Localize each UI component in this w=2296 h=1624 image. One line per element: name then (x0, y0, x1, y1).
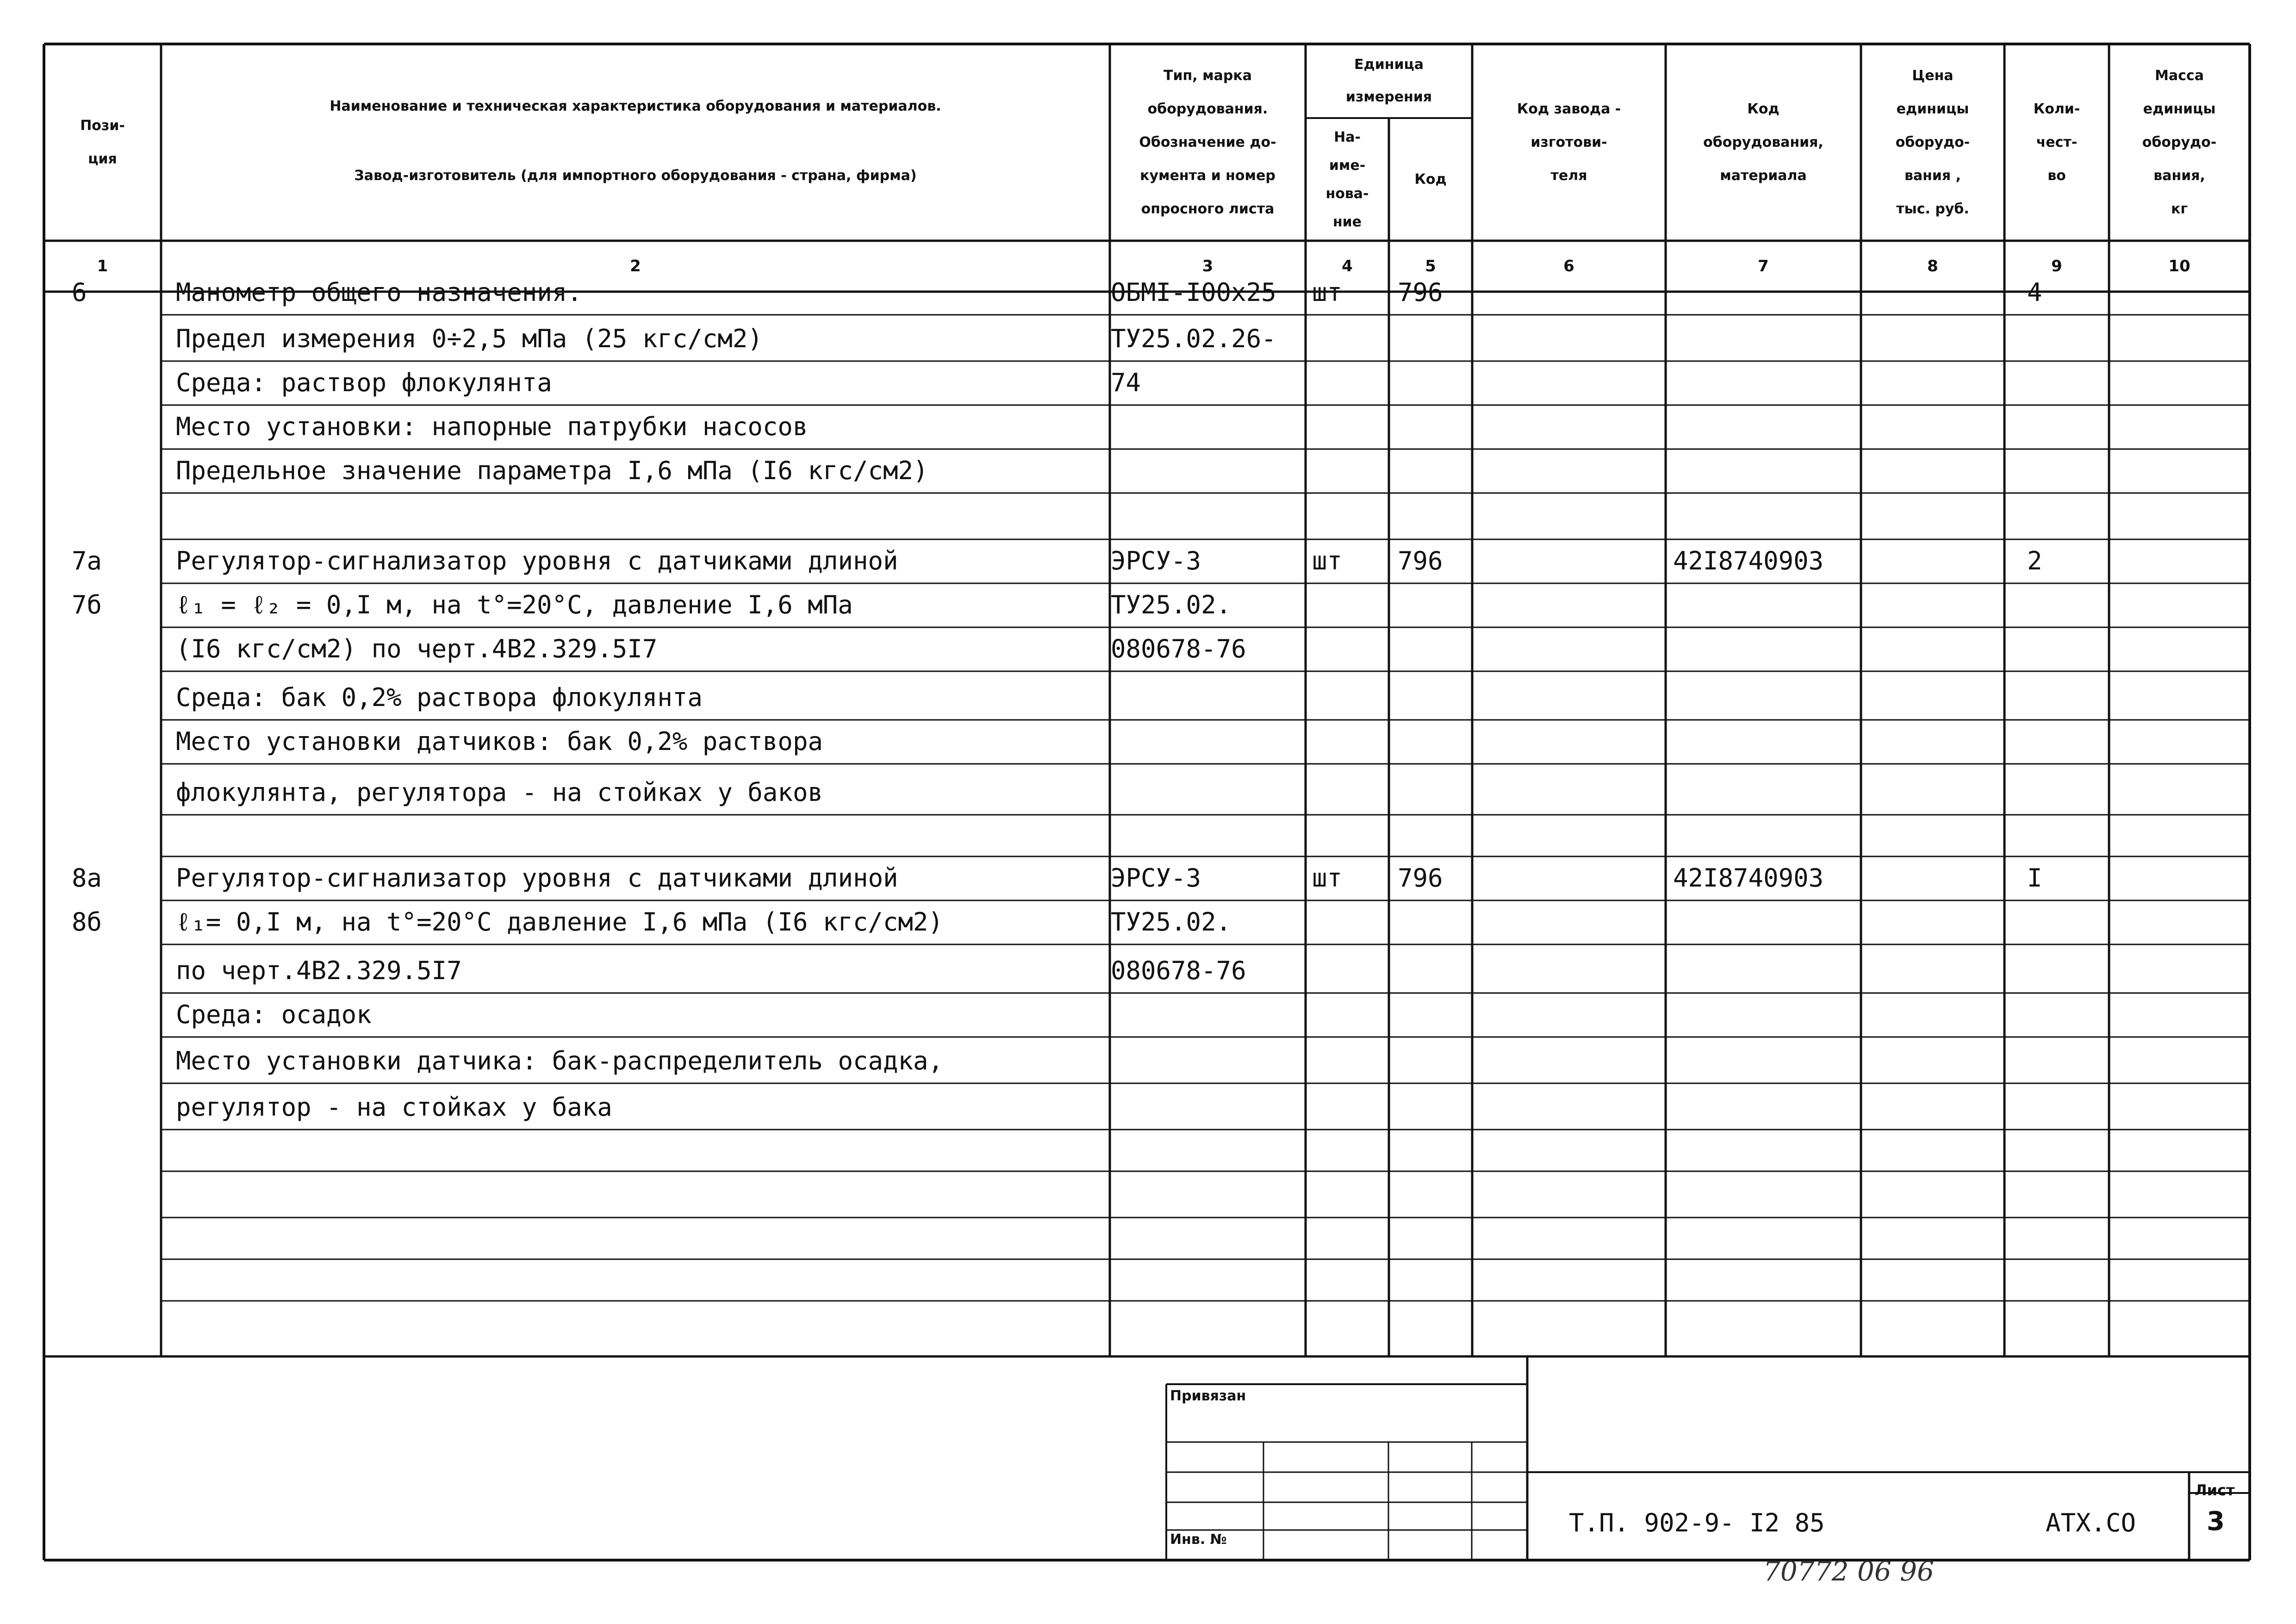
header-line: Коли- (2033, 100, 2080, 117)
header-line: вания , (1904, 167, 1961, 184)
type-cell: ТУ25.02. (1111, 907, 1232, 937)
name-cell: Манометр общего назначения. (176, 278, 582, 307)
column-number-4: 4 (1342, 257, 1353, 275)
quantity-cell: I (2027, 863, 2042, 893)
header-line: опросного листа (1141, 200, 1275, 217)
unit-cell: шт (1312, 863, 1343, 893)
header-line: Пози- (80, 117, 125, 134)
column-number-5: 5 (1425, 257, 1436, 275)
header-line: оборудования. (1147, 100, 1268, 117)
material-code-cell: 42I8740903 (1673, 863, 1824, 893)
header-line: Единица (1354, 56, 1424, 73)
header-line: материала (1720, 167, 1807, 184)
name-cell: Место установки: напорные патрубки насосов (176, 412, 808, 441)
name-cell: Среда: раствор флокулянта (176, 368, 552, 397)
sheet-number: 3 (2207, 1506, 2225, 1537)
header-unit-name (1306, 123, 1389, 236)
header-line: единицы (2143, 100, 2216, 117)
header-line: Код (1414, 171, 1447, 187)
column-number-3: 3 (1202, 257, 1213, 275)
type-cell: 74 (1111, 368, 1141, 397)
header-line: Код завода - (1517, 100, 1621, 117)
header-line: во (2047, 167, 2066, 184)
header-line: Наименование и техническая характеристика оборудования и материалов. (330, 98, 941, 114)
header-line: кумента и номер (1140, 167, 1276, 184)
header-unit-code (1389, 163, 1472, 196)
header-line: кг (2171, 200, 2188, 217)
header-price (1861, 59, 2004, 226)
header-mass (2109, 59, 2250, 226)
name-cell: Место установки датчика: бак-распределитель осадка, (176, 1046, 944, 1075)
header-line: измерения (1345, 89, 1432, 105)
header-line: ние (1332, 213, 1362, 230)
name-cell: Регулятор-сигнализатор уровня с датчиками длиной (176, 863, 898, 893)
quantity-cell: 2 (2027, 546, 2042, 575)
header-line: Код (1747, 100, 1780, 117)
handwritten-note: 70772 06 96 (1763, 1555, 1934, 1587)
unit-code-cell: 796 (1398, 546, 1443, 575)
header-position (44, 109, 161, 176)
position-cell: 6 (72, 278, 87, 307)
material-code-cell: 42I8740903 (1673, 546, 1824, 575)
column-number-7: 7 (1758, 257, 1769, 275)
column-number-8: 8 (1927, 257, 1938, 275)
header-line: изготови- (1531, 134, 1607, 150)
header-line: Обозначение до- (1139, 134, 1276, 150)
header-line: вания, (2153, 167, 2205, 184)
header-name (161, 72, 1110, 211)
header-type (1110, 59, 1306, 226)
position-cell: 8б (72, 907, 102, 937)
name-cell: Регулятор-сигнализатор уровня с датчиками длиной (176, 546, 898, 575)
type-cell: 080678-76 (1111, 634, 1246, 663)
header-unit (1306, 49, 1472, 113)
column-number-2: 2 (630, 257, 641, 275)
unit-code-cell: 796 (1398, 278, 1443, 307)
position-cell: 7а (72, 546, 102, 575)
name-cell: флокулянта, регулятора - на стойках у баков (176, 778, 823, 807)
header-line: Масса (2155, 67, 2204, 84)
type-cell: ОБМI-I00х25 (1111, 278, 1276, 307)
name-cell: ℓ₁ = ℓ₂ = 0,I м, на t°=20°С, давление I,6 мПа (176, 590, 853, 619)
header-line: оборудования, (1703, 134, 1823, 150)
column-number-10: 10 (2168, 257, 2190, 275)
unit-cell: шт (1312, 278, 1343, 307)
name-cell: Предельное значение параметра I,6 мПа (I6 кгс/см2) (176, 456, 928, 485)
title-block-grid (44, 1356, 2250, 1560)
header-line: чест- (2036, 134, 2078, 150)
name-cell: Среда: осадок (176, 1000, 372, 1029)
column-number-1: 1 (97, 257, 108, 275)
name-cell: Место установки датчиков: бак 0,2% раствора (176, 727, 823, 756)
sheet-label: Лист (2195, 1481, 2235, 1499)
document-code: АТХ.СО (2046, 1508, 2136, 1537)
type-cell: ЭРСУ-3 (1111, 863, 1201, 893)
header-line: Завод-изготовитель (для импортного оборудования - страна, фирма) (354, 168, 917, 184)
header-maker-code (1472, 93, 1666, 193)
header-line: тыс. руб. (1896, 200, 1969, 217)
header-line: Тип, марка (1164, 67, 1252, 84)
name-cell: регулятор - на стойках у бака (176, 1093, 612, 1122)
name-cell: ℓ₁= 0,I м, на t°=20°С давление I,6 мПа (I6 кгс/см2) (176, 907, 943, 937)
name-cell: Среда: бак 0,2% раствора флокулянта (176, 683, 703, 712)
header-line: оборудо- (1895, 134, 1970, 150)
type-cell: ТУ25.02. (1111, 590, 1232, 619)
unit-cell: шт (1312, 546, 1343, 575)
name-cell: по черт.4В2.329.5I7 (176, 956, 462, 985)
header-line: теля (1550, 167, 1587, 184)
type-cell: 080678-76 (1111, 956, 1246, 985)
type-cell: ЭРСУ-3 (1111, 546, 1201, 575)
header-line: име- (1329, 157, 1366, 174)
header-line: оборудо- (2142, 134, 2217, 150)
column-number-9: 9 (2051, 257, 2062, 275)
position-cell: 8а (72, 863, 102, 893)
header-line: Цена (1912, 67, 1954, 84)
header-quantity (2004, 93, 2109, 193)
position-cell: 7б (72, 590, 102, 619)
header-line: нова- (1325, 185, 1369, 202)
quantity-cell: 4 (2027, 278, 2042, 307)
type-cell: ТУ25.02.26- (1111, 324, 1276, 353)
header-line: ция (88, 150, 117, 167)
header-line: На- (1334, 129, 1361, 145)
header-line: единицы (1896, 100, 1969, 117)
stamp-label: Привязан (1170, 1388, 1246, 1404)
name-cell: (I6 кгс/см2) по черт.4В2.329.5I7 (176, 634, 658, 663)
name-cell: Предел измерения 0÷2,5 мПа (25 кгс/см2) (176, 324, 763, 353)
unit-code-cell: 796 (1398, 863, 1443, 893)
column-number-6: 6 (1563, 257, 1574, 275)
inventory-number-label: Инв. № (1170, 1531, 1227, 1548)
document-number: Т.П. 902-9- I2 85 (1569, 1508, 1825, 1537)
header-material-code (1666, 93, 1861, 193)
